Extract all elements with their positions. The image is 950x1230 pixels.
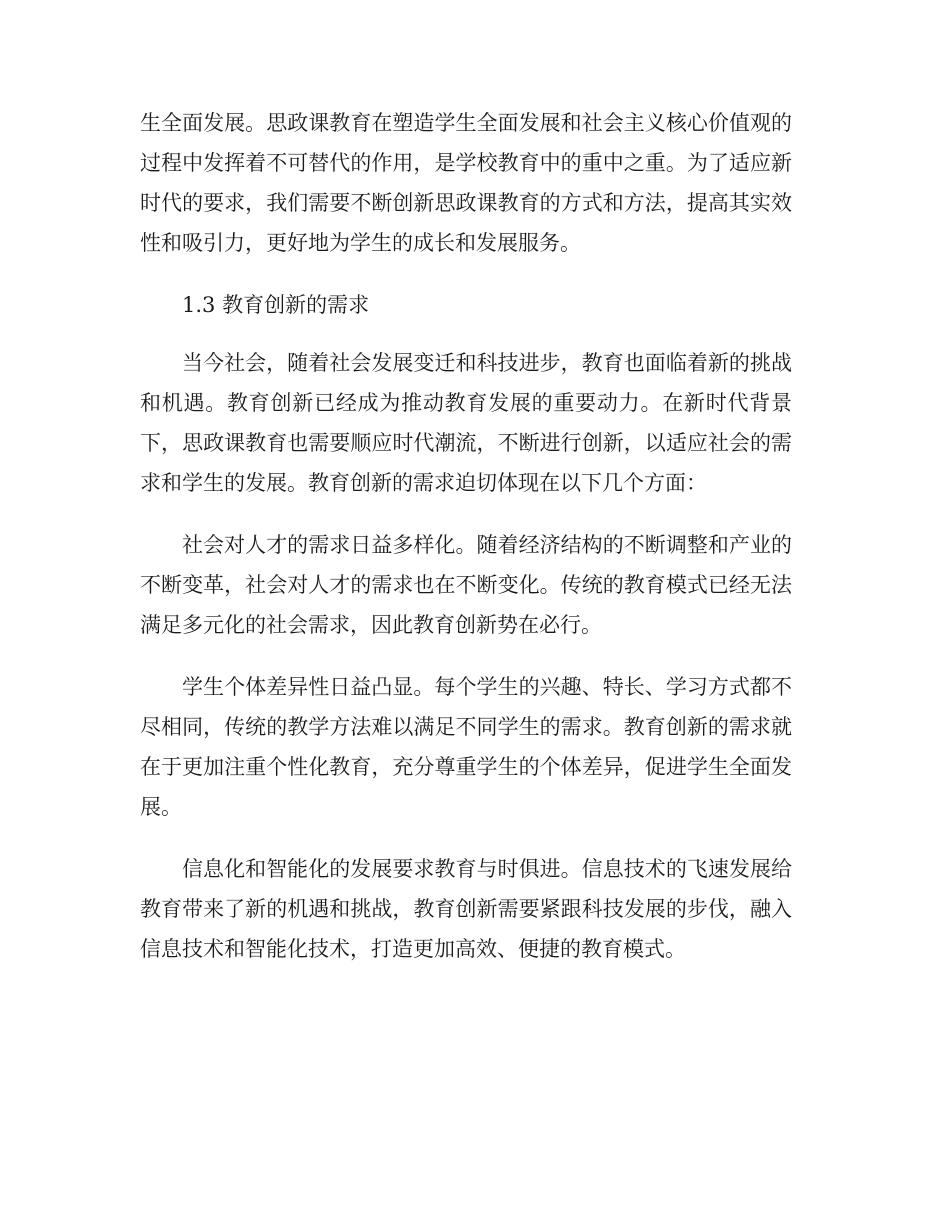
section-paragraph-informatization: 信息化和智能化的发展要求教育与时俱进。信息技术的飞速发展给教育带来了新的机遇和挑战，教育创新需要紧跟科技发展的步伐，融入信息技术和智能化技术，打造更加高效、便捷的教育模式。	[140, 857, 792, 961]
section-number: 1.3	[182, 293, 216, 317]
section-paragraph-talent-demand: 社会对人才的需求日益多样化。随着经济结构的不断调整和产业的不断变革，社会对人才的需求也在不断变化。传统的教育模式已经无法满足多元化的社会需求，因此教育创新势在必行。	[140, 533, 792, 637]
section-heading	[140, 285, 792, 325]
document-body	[140, 103, 792, 991]
section-title: 教育创新的需求	[222, 293, 370, 317]
continued-paragraph: 生全面发展。思政课教育在塑造学生全面发展和社会主义核心价值观的过程中发挥着不可替代的作用，是学校教育中的重中之重。为了适应新时代的要求，我们需要不断创新思政课教育的方式和方法，提高其实效性和吸引力，更好地为学生的成长和发展服务。	[140, 111, 792, 255]
section-paragraph-student-differences: 学生个体差异性日益凸显。每个学生的兴趣、特长、学习方式都不尽相同，传统的教学方法难以满足不同学生的需求。教育创新的需求就在于更加注重个性化教育，充分尊重学生的个体差异，促进学生全面发展。	[140, 675, 792, 819]
section-paragraph-intro: 当今社会，随着社会发展变迁和科技进步，教育也面临着新的挑战和机遇。教育创新已经成为推动教育发展的重要动力。在新时代背景下，思政课教育也需要顺应时代潮流，不断进行创新，以适应社会的需求和学生的发展。教育创新的需求迫切体现在以下几个方面：	[140, 351, 792, 495]
